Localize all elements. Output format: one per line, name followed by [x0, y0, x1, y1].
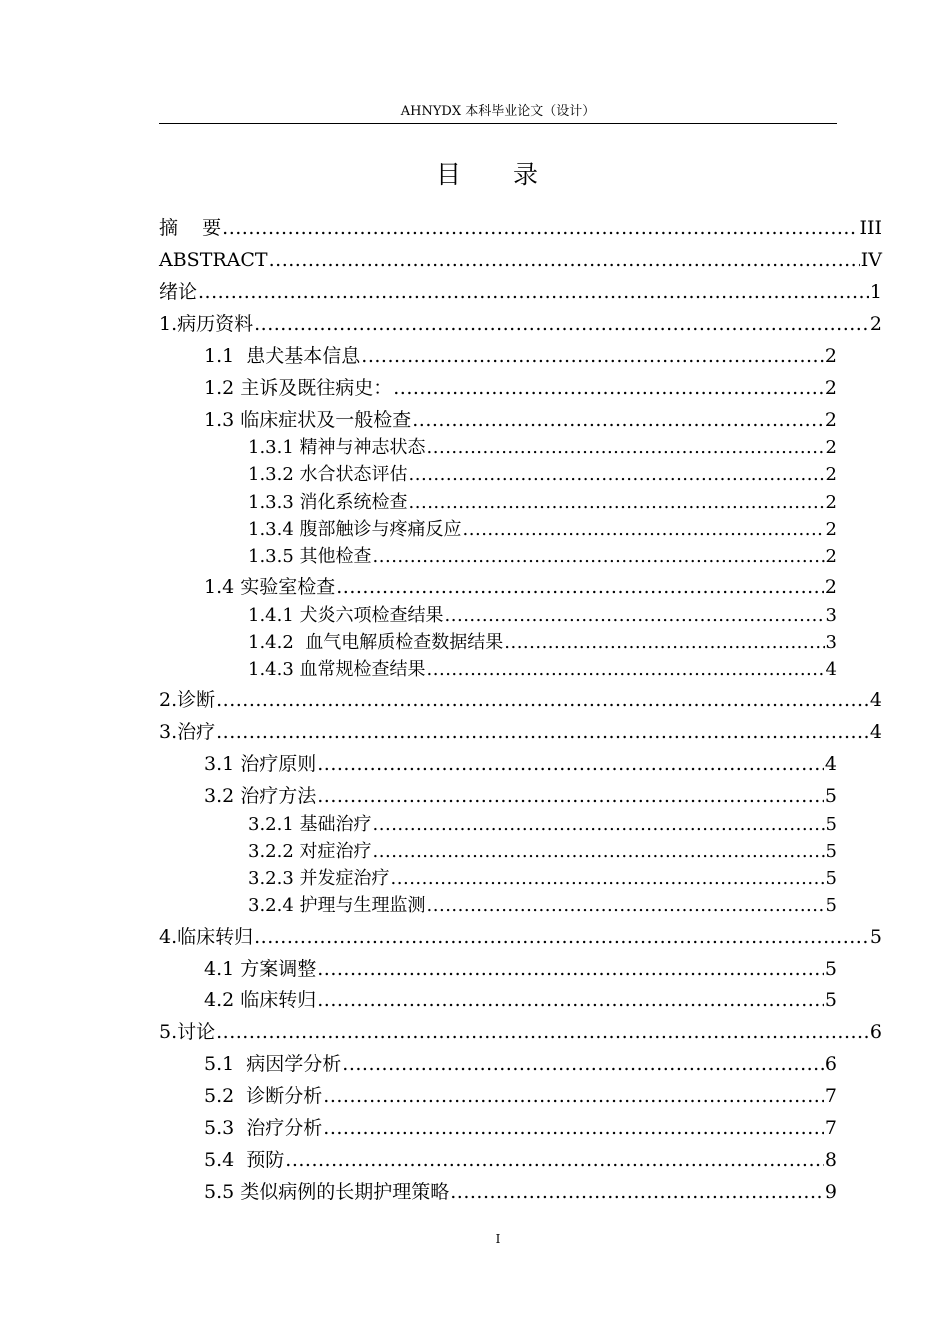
toc-entry-label: 摘 要 — [159, 217, 222, 239]
running-header: AHNYDX 本科毕业论文（设计） — [400, 104, 596, 119]
dot-leader — [198, 281, 869, 303]
toc-entry-label: 1.3.4 腹部触诊与疼痛反应 — [248, 519, 462, 540]
dot-leader — [409, 464, 825, 486]
dot-leader — [427, 659, 825, 681]
toc-entry-page: 3 — [825, 632, 837, 653]
toc-entry-3-2-4[interactable] — [248, 895, 837, 917]
toc-entry-label: 3.治疗 — [159, 721, 216, 743]
toc-entry-1-3-2[interactable] — [248, 464, 837, 486]
toc-entry-label: 4.2 临床转归 — [204, 989, 317, 1011]
toc-entry-2[interactable] — [159, 689, 882, 711]
dot-leader — [393, 377, 824, 399]
toc-entry-page: 4 — [869, 689, 882, 711]
dot-leader — [427, 895, 825, 917]
page-title: 目 录 — [436, 160, 560, 189]
toc-entry-page: 5 — [825, 814, 837, 835]
dot-leader — [445, 605, 825, 627]
toc-entry-1-4-1[interactable] — [248, 605, 837, 627]
toc-entry-page: 7 — [824, 1117, 837, 1139]
dot-leader — [342, 1053, 824, 1075]
toc-entry-4[interactable] — [159, 926, 882, 948]
toc-entry-1-3[interactable] — [204, 409, 837, 431]
toc-entry-3-2-3[interactable] — [248, 868, 837, 890]
toc-entry-label: 1.4.1 犬炎六项检查结果 — [248, 605, 444, 626]
toc-entry-page: 2 — [825, 546, 837, 567]
toc-entry-page: 5 — [824, 785, 837, 807]
toc-entry-label: 3.2.4 护理与生理监测 — [248, 895, 426, 916]
toc-entry-page: 5 — [869, 926, 882, 948]
dot-leader — [254, 926, 869, 948]
toc-entry-3-2-1[interactable] — [248, 814, 837, 836]
toc-entry-page: III — [859, 217, 882, 239]
toc-entry-page: 2 — [825, 519, 837, 540]
toc-entry-label: 5.讨论 — [159, 1021, 216, 1043]
toc-entry-5-5[interactable] — [204, 1181, 837, 1203]
toc-entry-label: 5.4 预防 — [204, 1149, 285, 1171]
dot-leader — [317, 989, 824, 1011]
toc-entry-1-3-5[interactable] — [248, 546, 837, 568]
toc-entry-5-4[interactable] — [204, 1149, 837, 1171]
toc-entry-label: 3.2.3 并发症治疗 — [248, 868, 390, 889]
dot-leader — [450, 1181, 824, 1203]
toc-entry-label: 1.3 临床症状及一般检查 — [204, 409, 412, 431]
dot-leader — [336, 576, 824, 598]
toc-entry-page: 5 — [825, 841, 837, 862]
toc-entry-label: 5.1 病因学分析 — [204, 1053, 342, 1075]
toc-entry-label: 1.3.2 水合状态评估 — [248, 464, 408, 485]
dot-leader — [285, 1149, 824, 1171]
toc-entry-page: 2 — [824, 576, 837, 598]
toc-entry-5[interactable] — [159, 1021, 882, 1043]
toc-entry-label: 1.4 实验室检查 — [204, 576, 336, 598]
toc-entry-page: 5 — [824, 989, 837, 1011]
toc-entry-1-1[interactable] — [204, 345, 837, 367]
toc-entry-1-4-3[interactable] — [248, 659, 837, 681]
toc-entry-page: 3 — [825, 605, 837, 626]
toc-entry-3-2-2[interactable] — [248, 841, 837, 863]
dot-leader — [412, 409, 824, 431]
toc-entry-page: 5 — [825, 895, 837, 916]
dot-leader — [391, 868, 825, 890]
toc-entry-page: 2 — [825, 437, 837, 458]
toc-entry-4-2[interactable] — [204, 989, 837, 1011]
dot-leader — [361, 345, 824, 367]
toc-entry-page: 2 — [825, 464, 837, 485]
toc-entry-label: 1.4.2 血气电解质检查数据结果 — [248, 632, 504, 653]
toc-entry-label: 1.1 患犬基本信息 — [204, 345, 361, 367]
toc-entry-label: 4.临床转归 — [159, 926, 254, 948]
toc-entry-3[interactable] — [159, 721, 882, 743]
toc-entry-1-3-4[interactable] — [248, 519, 837, 541]
toc-entry-5-2[interactable] — [204, 1085, 837, 1107]
toc-entry-page: 4 — [825, 659, 837, 680]
dot-leader — [216, 689, 869, 711]
toc-entry-label: 3.2.1 基础治疗 — [248, 814, 372, 835]
toc-entry-3-1[interactable] — [204, 753, 837, 775]
dot-leader — [216, 721, 869, 743]
toc-entry-1-3-1[interactable] — [248, 437, 837, 459]
toc-entry-5-1[interactable] — [204, 1053, 837, 1075]
toc-entry-label: 3.1 治疗原则 — [204, 753, 317, 775]
toc-entry-page: 2 — [824, 345, 837, 367]
toc-entry-page: 2 — [824, 377, 837, 399]
dot-leader — [323, 1117, 824, 1139]
toc-entry-label: 4.1 方案调整 — [204, 958, 317, 980]
toc-entry-label: 1.病历资料 — [159, 313, 254, 335]
toc-entry-1-2[interactable] — [204, 377, 837, 399]
dot-leader — [317, 785, 824, 807]
toc-entry-3-2[interactable] — [204, 785, 837, 807]
toc-entry-page: 6 — [824, 1053, 837, 1075]
toc-entry-5-3[interactable] — [204, 1117, 837, 1139]
toc-entry-1-4-2[interactable] — [248, 632, 837, 654]
toc-entry-label: 1.3.5 其他检查 — [248, 546, 372, 567]
toc-entry-page: 9 — [824, 1181, 837, 1203]
dot-leader — [323, 1085, 824, 1107]
dot-leader — [373, 814, 825, 836]
toc-entry-label: 5.2 诊断分析 — [204, 1085, 323, 1107]
dot-leader — [504, 632, 824, 654]
toc-entry-label: 3.2.2 对症治疗 — [248, 841, 372, 862]
dot-leader — [269, 249, 860, 271]
toc-entry-label: 1.2 主诉及既往病史： — [204, 377, 393, 399]
toc-entry-abstract-en[interactable] — [159, 249, 882, 271]
toc-entry-page: 2 — [824, 409, 837, 431]
toc-entry-label: 绪论 — [159, 281, 198, 303]
toc-entry-label: 1.4.3 血常规检查结果 — [248, 659, 426, 680]
toc-entry-4-1[interactable] — [204, 958, 837, 980]
toc-entry-label: 2.诊断 — [159, 689, 216, 711]
toc-entry-label: 1.3.3 消化系统检查 — [248, 492, 408, 513]
toc-entry-1-4[interactable] — [204, 576, 837, 598]
dot-leader — [317, 958, 824, 980]
toc-entry-label: 1.3.1 精神与神志状态 — [248, 437, 426, 458]
toc-entry-label: 5.5 类似病例的长期护理策略 — [204, 1181, 450, 1203]
page-number: I — [495, 1232, 501, 1246]
toc-entry-page: 5 — [824, 958, 837, 980]
toc-entry-page: 6 — [869, 1021, 882, 1043]
toc-entry-page: 5 — [825, 868, 837, 889]
toc-entry-label: ABSTRACT — [159, 249, 268, 271]
dot-leader — [216, 1021, 869, 1043]
toc-entry-page: 8 — [824, 1149, 837, 1171]
toc-entry-label: 5.3 治疗分析 — [204, 1117, 323, 1139]
toc-entry-page: 4 — [869, 721, 882, 743]
toc-entry-label: 3.2 治疗方法 — [204, 785, 317, 807]
dot-leader — [373, 546, 825, 568]
toc-entry-page: 2 — [869, 313, 882, 335]
dot-leader — [409, 492, 825, 514]
toc-entry-page: 1 — [869, 281, 882, 303]
toc-entry-abstract-cn[interactable] — [159, 217, 882, 239]
dot-leader — [463, 519, 825, 541]
dot-leader — [222, 217, 858, 239]
toc-entry-1[interactable] — [159, 313, 882, 335]
toc-entry-introduction[interactable] — [159, 281, 882, 303]
dot-leader — [317, 753, 824, 775]
dot-leader — [427, 437, 825, 459]
dot-leader — [373, 841, 825, 863]
toc-entry-page: 7 — [824, 1085, 837, 1107]
toc-entry-page: 2 — [825, 492, 837, 513]
toc-entry-page: 4 — [824, 753, 837, 775]
toc-entry-page: IV — [860, 249, 882, 271]
toc-entry-1-3-3[interactable] — [248, 492, 837, 514]
dot-leader — [254, 313, 869, 335]
